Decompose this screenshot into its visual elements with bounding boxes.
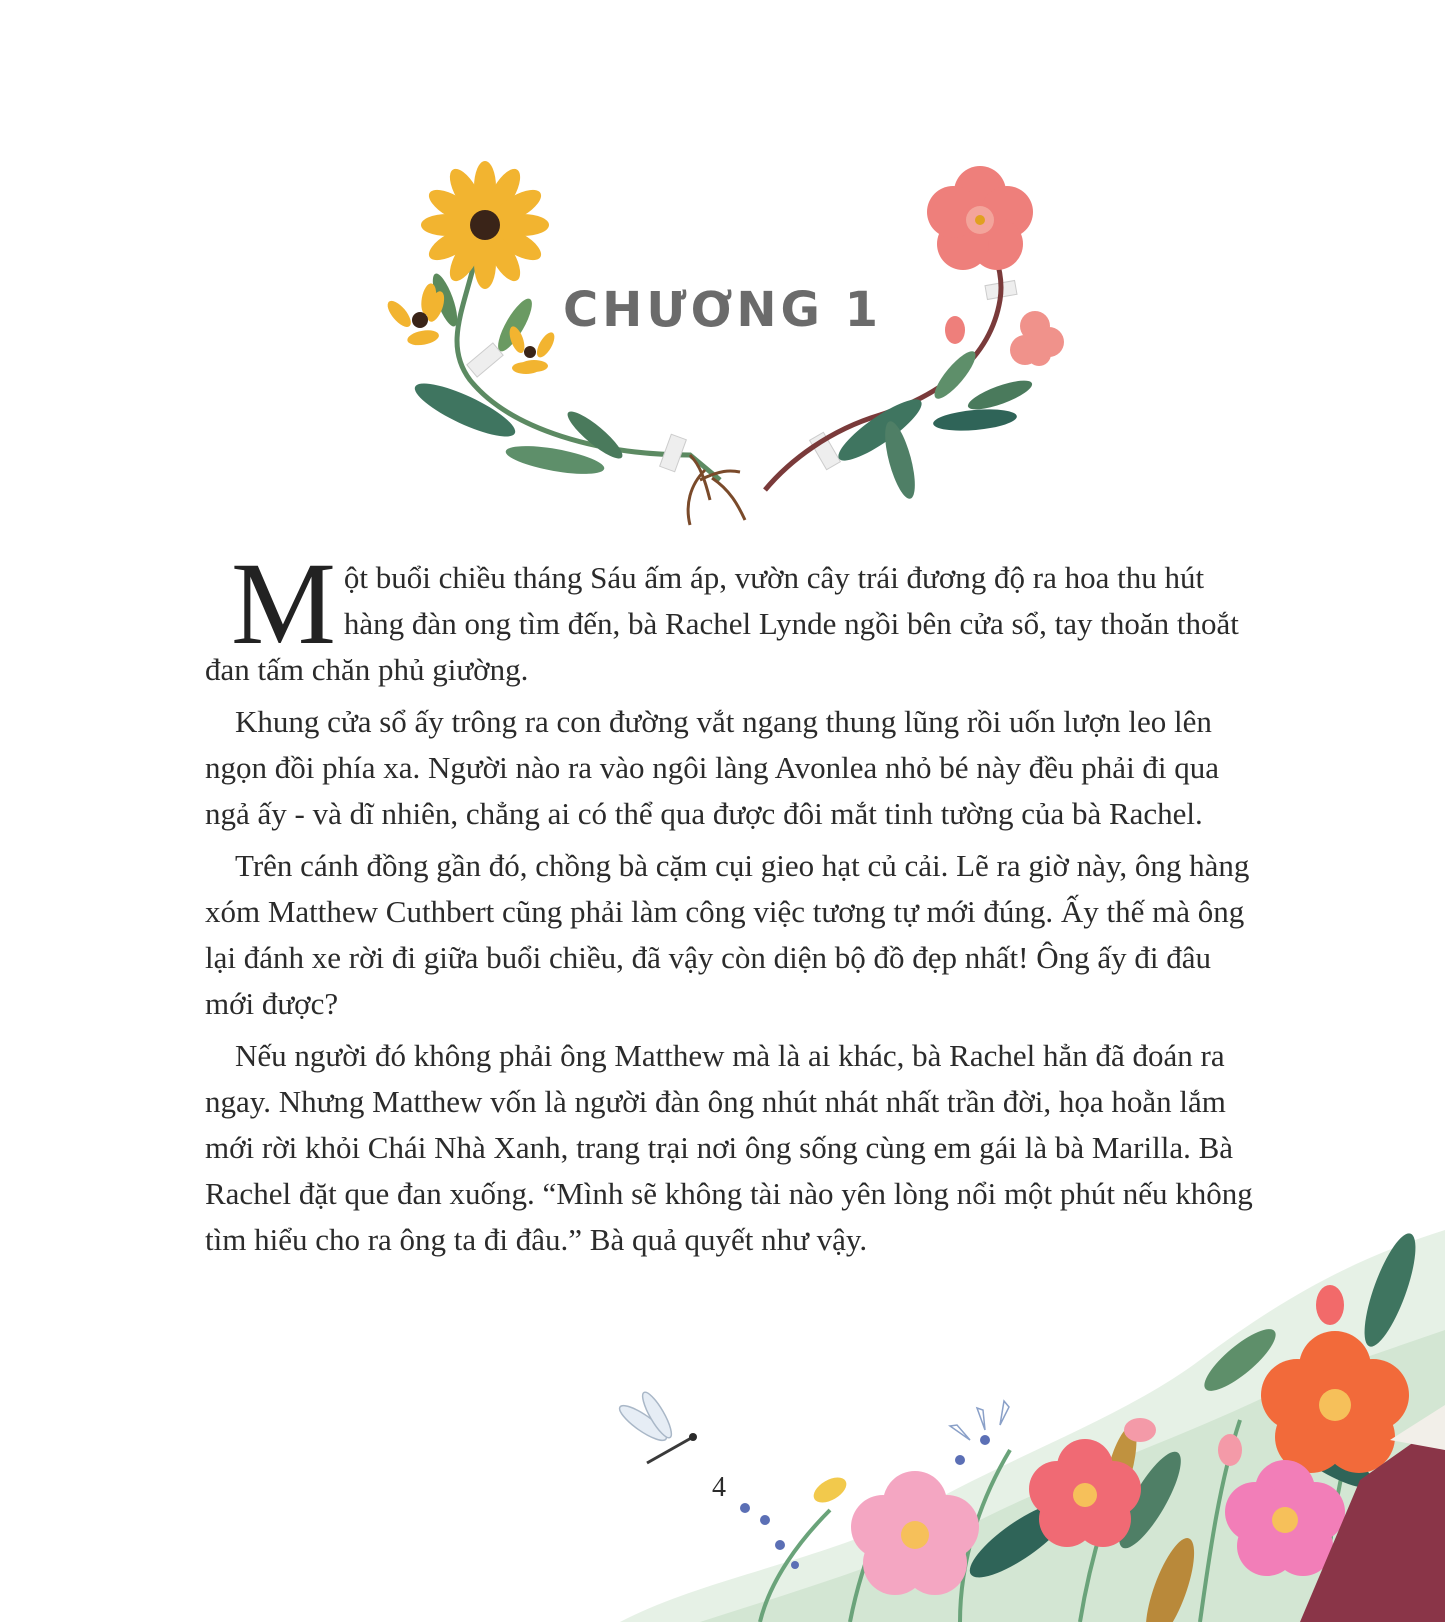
paragraph-4: Nếu người đó không phải ông Matthew mà là ai khác, bà Rachel hẳn đã đoán ra ngay. Nhưng Matthew vốn là người đàn ông nhút nhát nhất trần đời, họa hoằn lắm mới rời khỏi Chái Nhà Xanh, trang trại nơi ông sống cùng em gái là bà Marilla. Bà Rachel đặt que đan xuống. “Mình sẽ không tài nào yên lòng nổi một phút nếu không tìm hiểu cho ra ông ta đi đâu.” Bà quả quyết như vậy.: [205, 1038, 1253, 1257]
drop-cap: M: [231, 538, 336, 669]
chapter-title: CHƯƠNG 1: [562, 282, 883, 338]
dragonfly: [615, 1389, 697, 1463]
page-number: 4: [712, 1472, 726, 1503]
paragraph-2: Khung cửa sổ ấy trông ra con đường vắt ngang thung lũng rồi uốn lượn leo lên ngọn đồi phía xa. Người nào ra vào ngôi làng Avonlea nhỏ bé này đều phải đi qua ngả ấy - và dĩ nhiên, chẳng ai có thể qua được đôi mắt tinh tường của bà Rachel.: [205, 704, 1220, 831]
paragraph-1-text: ột buổi chiều tháng Sáu ấm áp, vườn cây trái đương độ ra hoa thu hút hàng đàn ong tìm đến, bà Rachel Lynde ngồi bên cửa sổ, tay thoăn thoắt đan tấm chăn phủ giường.: [205, 560, 1239, 687]
paragraph-3: Trên cánh đồng gần đó, chồng bà cặm cụi gieo hạt củ cải. Lẽ ra giờ này, ông hàng xóm Matthew Cuthbert cũng phải làm công việc tương tự mới đúng. Ấy thế mà ông lại đánh xe rời đi giữa buổi chiều, đã vậy còn diện bộ đồ đẹp nhất! Ông ấy đi đâu mới được?: [205, 848, 1250, 1021]
